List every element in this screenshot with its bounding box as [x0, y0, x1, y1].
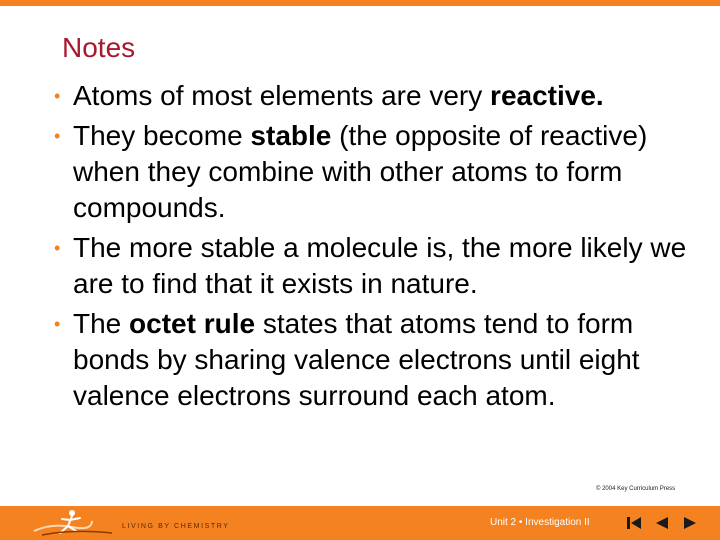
bullet-item [54, 230, 704, 302]
slide-navigation [625, 514, 699, 532]
footer-bar [0, 506, 720, 540]
bullet-item [54, 78, 704, 114]
bullet-text: The [73, 308, 130, 339]
bullet-text: They become [73, 120, 251, 151]
keyword-octet-rule: octet rule [129, 308, 256, 339]
logo-text: LIVING BY CHEMISTRY [122, 523, 230, 530]
bullet-marker: • [54, 314, 61, 334]
bullet-text: Atoms of most elements are very [73, 80, 491, 111]
forward-arrow-icon[interactable] [681, 514, 699, 532]
unit-label: Unit 2 • Investigation II [490, 517, 590, 528]
copyright-notice: © 2004 Key Curriculum Press [596, 486, 676, 492]
skip-to-first-icon[interactable] [625, 514, 643, 532]
living-by-chemistry-logo [32, 509, 252, 537]
bullet-text: (the opposite of reactive) when they combine with other atoms to form compounds. [73, 120, 648, 223]
top-accent-bar [0, 0, 720, 6]
keyword-reactive: reactive. [490, 80, 604, 111]
bullet-marker: • [54, 126, 61, 146]
bullet-item [54, 306, 704, 414]
bullet-list [54, 78, 704, 418]
slide-title: Notes [62, 32, 136, 63]
back-arrow-icon[interactable] [653, 514, 671, 532]
bullet-text: states that atoms tend to form bonds by sharing valence electrons until eight valence electrons surround each atom. [73, 308, 640, 411]
bullet-text: The more stable a molecule is, the more likely we are to find that it exists in nature. [73, 232, 687, 299]
bullet-item [54, 118, 704, 226]
bullet-marker: • [54, 86, 61, 106]
bullet-marker: • [54, 238, 61, 258]
keyword-stable: stable [250, 120, 332, 151]
